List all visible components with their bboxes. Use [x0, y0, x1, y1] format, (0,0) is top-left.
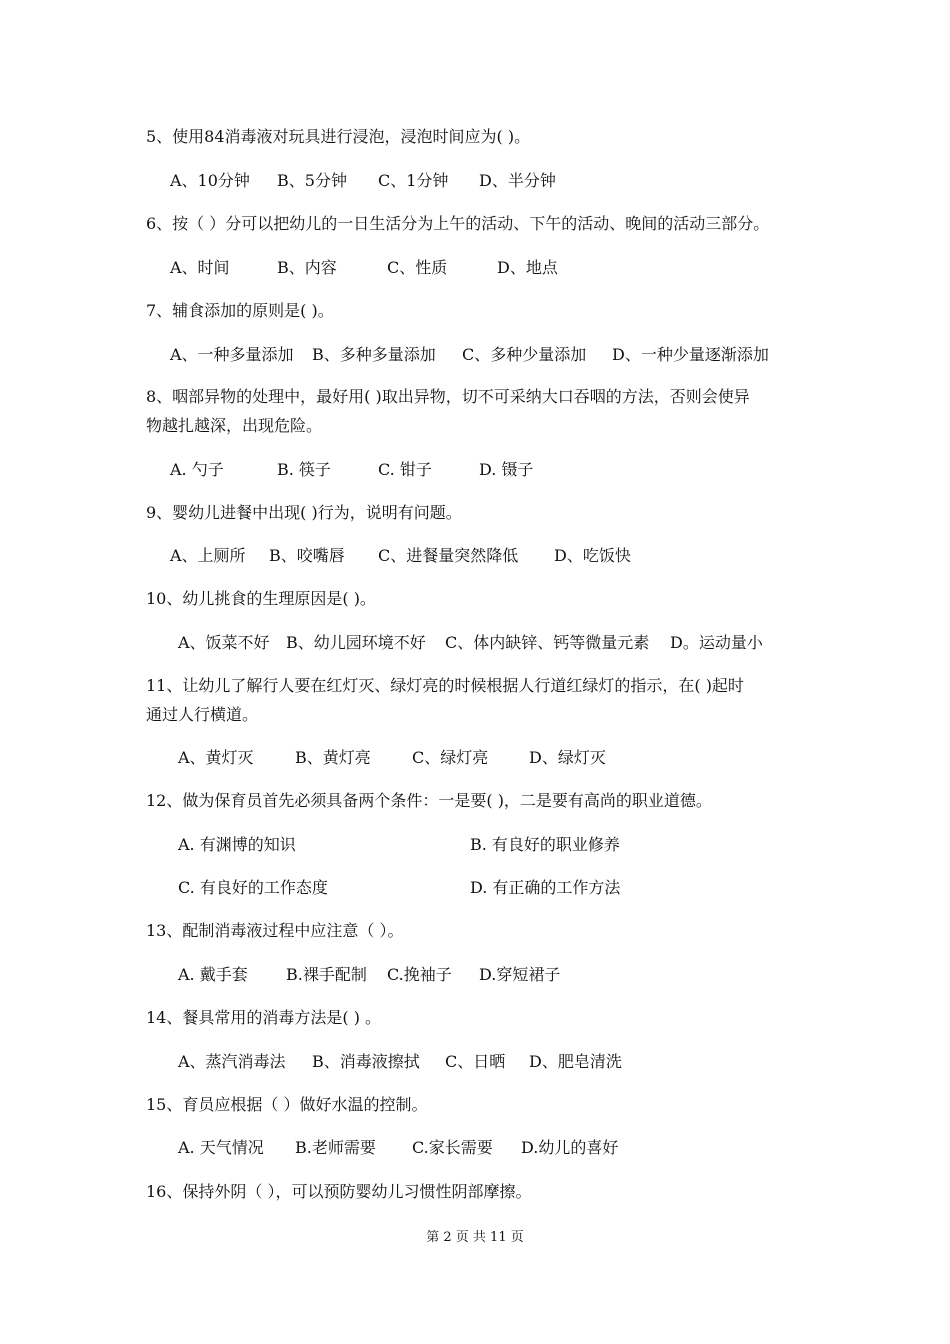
- question-12-option-c: C. 有良好的工作态度: [178, 878, 328, 897]
- question-10-option-a: A、饭菜不好: [178, 633, 270, 652]
- question-10-stem: 10、幼儿挑食的生理原因是( )。: [146, 589, 376, 608]
- question-9-option-a: A、上厕所: [170, 546, 246, 565]
- question-7-option-b: B、多种多量添加: [312, 345, 436, 364]
- question-6-option-d: D、地点: [497, 258, 558, 277]
- question-12-option-b: B. 有良好的职业修养: [470, 835, 620, 854]
- question-7-stem: 7、辅食添加的原则是( )。: [146, 301, 334, 320]
- question-12-option-a: A. 有渊博的知识: [178, 835, 296, 854]
- question-15-stem: 15、育员应根据（ ）做好水温的控制。: [146, 1095, 428, 1114]
- question-15-option-a: A. 天气情况: [178, 1138, 264, 1157]
- question-11-option-d: D、绿灯灭: [529, 748, 606, 767]
- question-15-option-b: B.老师需要: [295, 1138, 376, 1157]
- question-9-option-b: B、咬嘴唇: [269, 546, 345, 565]
- question-9-stem: 9、婴幼儿进餐中出现( )行为，说明有问题。: [146, 503, 462, 522]
- question-11-stem-line1: 11、让幼儿了解行人要在红灯灭、绿灯亮的时候根据人行道红绿灯的指示，在( )起时: [146, 676, 744, 695]
- question-14-stem: 14、餐具常用的消毒方法是( ) 。: [146, 1008, 382, 1027]
- question-8-stem-line2: 物越扎越深，出现危险。: [146, 416, 323, 435]
- question-12-option-d: D. 有正确的工作方法: [470, 878, 621, 897]
- question-6-option-a: A、时间: [170, 258, 230, 277]
- question-6-option-b: B、内容: [277, 258, 337, 277]
- question-10-option-b: B、幼儿园环境不好: [286, 633, 426, 652]
- question-15-option-d: D.幼儿的喜好: [521, 1138, 619, 1157]
- question-5-stem: 5、使用84消毒液对玩具进行浸泡，浸泡时间应为( )。: [146, 127, 531, 146]
- question-9-option-c: C、进餐量突然降低: [378, 546, 519, 565]
- question-8-option-b: B. 筷子: [277, 460, 331, 479]
- question-5-option-b: B、5分钟: [277, 171, 347, 190]
- question-10-option-c: C、体内缺锌、钙等微量元素: [445, 633, 650, 652]
- question-12-stem: 12、做为保育员首先必须具备两个条件：一是要( )，二是要有高尚的职业道德。: [146, 791, 712, 810]
- page-number-footer: 第 2 页 共 11 页: [426, 1230, 524, 1245]
- question-9-option-d: D、吃饭快: [554, 546, 631, 565]
- question-13-option-a: A. 戴手套: [178, 965, 248, 984]
- question-13-stem: 13、配制消毒液过程中应注意（ ）。: [146, 921, 404, 940]
- question-7-option-c: C、多种少量添加: [462, 345, 587, 364]
- question-14-option-a: A、蒸汽消毒法: [178, 1052, 286, 1071]
- question-7-option-a: A、一种多量添加: [170, 345, 294, 364]
- question-10-option-d: D。运动量小: [670, 633, 763, 652]
- question-8-option-a: A. 勺子: [170, 460, 224, 479]
- question-6-option-c: C、性质: [387, 258, 448, 277]
- question-5-option-d: D、半分钟: [479, 171, 556, 190]
- question-11-option-c: C、绿灯亮: [412, 748, 489, 767]
- question-15-option-c: C.家长需要: [412, 1138, 493, 1157]
- question-8-option-d: D. 镊子: [479, 460, 534, 479]
- question-8-option-c: C. 钳子: [378, 460, 432, 479]
- question-6-stem: 6、按（ ）分可以把幼儿的一日生活分为上午的活动、下午的活动、晚间的活动三部分。: [146, 214, 770, 233]
- question-5-option-c: C、1分钟: [378, 171, 449, 190]
- question-7-option-d: D、一种少量逐渐添加: [612, 345, 769, 364]
- question-11-stem-line2: 通过人行横道。: [146, 705, 259, 724]
- question-14-option-c: C、日晒: [445, 1052, 506, 1071]
- question-11-option-b: B、黄灯亮: [295, 748, 371, 767]
- question-8-stem-line1: 8、咽部异物的处理中，最好用( )取出异物，切不可采纳大口吞咽的方法，否则会使异: [146, 387, 750, 406]
- question-5-option-a: A、10分钟: [170, 171, 250, 190]
- question-11-option-a: A、黄灯灭: [178, 748, 254, 767]
- question-14-option-b: B、消毒液擦拭: [312, 1052, 420, 1071]
- question-14-option-d: D、肥皂清洗: [529, 1052, 622, 1071]
- question-13-option-b: B.裸手配制: [286, 965, 367, 984]
- question-13-option-d: D.穿短裙子: [479, 965, 561, 984]
- question-16-stem: 16、保持外阴（ ），可以预防婴幼儿习惯性阴部摩擦。: [146, 1182, 532, 1201]
- question-13-option-c: C.挽袖子: [387, 965, 452, 984]
